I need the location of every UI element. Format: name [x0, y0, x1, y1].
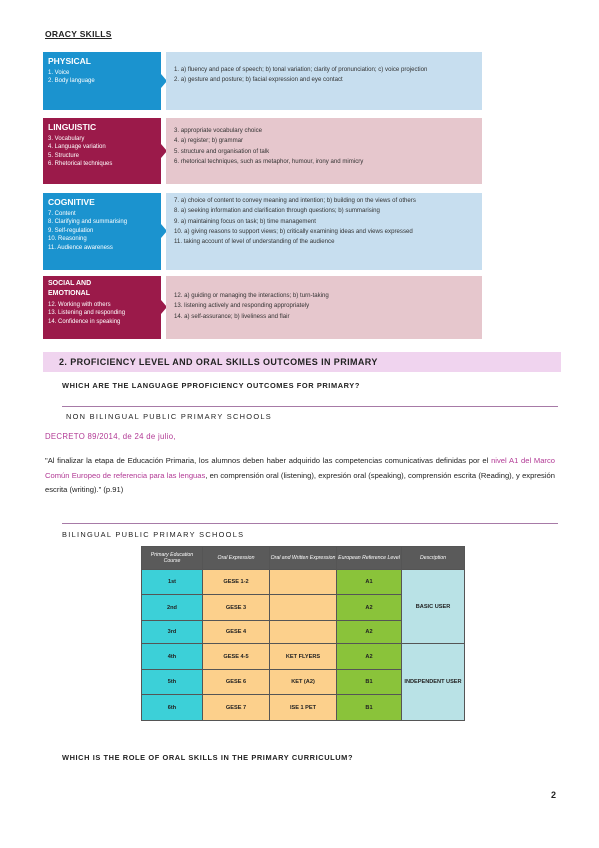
panel-item: 14. a) self-assurance; b) liveliness and flair: [174, 312, 290, 320]
written-cell: KET (A2): [270, 670, 337, 695]
panel-item: 5. structure and organisation of talk: [174, 147, 270, 155]
quote-highlight: nivel A1 del Marco Común Europeo de referencia para las lenguas: [45, 456, 555, 480]
oral-cell: GESE 6: [203, 670, 270, 695]
level-cell: A2: [337, 621, 402, 644]
panel-item: 7. a) choice of content to convey meaning and intention; b) building on the views of others: [174, 197, 416, 204]
divider: [62, 406, 558, 407]
written-cell: [270, 570, 337, 595]
oral-cell: GESE 7: [203, 695, 270, 721]
category-cognitive: [43, 193, 161, 270]
subheading-bilingual: BILINGUAL PUBLIC PRIMARY SCHOOLS: [62, 530, 245, 539]
oral-cell: GESE 4: [203, 621, 270, 644]
category-item: 4. Language variation: [48, 144, 106, 151]
header-cell: Primary Education Course: [142, 547, 203, 570]
panel-physical: [166, 52, 482, 110]
panel-item: 12. a) guiding or managing the interactions; b) turn-taking: [174, 292, 329, 299]
header-cell: Oral and Written Expression: [270, 547, 337, 570]
panel-item: 10. a) giving reasons to support views; b) critically examining ideas and views expressed: [174, 227, 413, 235]
category-physical: [43, 52, 161, 110]
panel-item: 2. a) gesture and posture; b) facial expression and eye contact: [174, 76, 343, 84]
header-cell: Description: [402, 547, 465, 570]
category-item: 7. Content: [48, 211, 76, 217]
category-item: 3. Vocabulary: [48, 136, 85, 142]
oracy-skills-heading: ORACY SKILLS: [45, 29, 112, 39]
category-item: 11. Audience awareness: [48, 244, 113, 251]
description-cell: BASIC USER: [402, 570, 465, 644]
category-item: 1. Voice: [48, 70, 70, 76]
quote-text: "Al finalizar la etapa de Educación Primaria, los alumnos deben haber adquirido las competencias comunicativas definidas por el: [45, 456, 492, 465]
question-oral-skills-role: WHICH IS THE ROLE OF ORAL SKILLS IN THE PRIMARY CURRICULUM?: [62, 753, 354, 762]
panel-item: 6. rhetorical techniques, such as metaphor, humour, irony and mimicry: [174, 157, 364, 165]
table-header-row: [142, 547, 465, 570]
oral-cell: GESE 1-2: [203, 570, 270, 595]
category-title: EMOTIONAL: [48, 289, 90, 297]
written-cell: [270, 621, 337, 644]
panel-item: 3. appropriate vocabulary choice: [174, 127, 263, 134]
category-item: 10. Reasoning: [48, 236, 87, 243]
divider: [62, 523, 558, 524]
course-cell: 4th: [142, 644, 203, 670]
category-social-emotional: [43, 276, 161, 339]
level-cell: B1: [337, 695, 402, 721]
panel-item: 8. a) seeking information and clarification through questions; b) summarising: [174, 207, 380, 215]
oral-cell: GESE 3: [203, 595, 270, 621]
written-cell: KET FLYERS: [270, 644, 337, 670]
category-item: 14. Confidence in speaking: [48, 318, 121, 325]
category-item: 5. Structure: [48, 152, 80, 159]
category-title: PHYSICAL: [48, 56, 91, 66]
category-item: 9. Self-regulation: [48, 227, 94, 234]
panel-item: 1. a) fluency and pace of speech; b) tonal variation; clarity of pronunciation; c) voice projection: [174, 66, 428, 73]
level-cell: A2: [337, 644, 402, 670]
course-cell: 3rd: [142, 621, 203, 644]
page-number: 2: [550, 790, 556, 800]
header-cell: Oral Expression: [203, 547, 270, 570]
category-item: 6. Rhetorical techniques: [48, 161, 113, 168]
panel-social-emotional: [166, 276, 482, 339]
level-cell: A2: [337, 595, 402, 621]
section-2-heading: 2. PROFICIENCY LEVEL AND ORAL SKILLS OUTCOMES IN PRIMARY: [43, 352, 561, 372]
category-item: 12. Working with others: [48, 302, 111, 308]
course-cell: 1st: [142, 570, 203, 595]
course-cell: 5th: [142, 670, 203, 695]
level-cell: A1: [337, 570, 402, 595]
oral-cell: GESE 4-5: [203, 644, 270, 670]
panel-item: 11. taking account of level of understanding of the audience: [174, 238, 335, 246]
category-linguistic: [43, 118, 161, 184]
panel-item: 4. a) register; b) grammar: [174, 137, 244, 145]
table-row: [142, 644, 465, 670]
decree-quote: [45, 454, 555, 498]
panel-item: 13. listening actively and responding appropriately: [174, 302, 310, 310]
panel-cognitive: [166, 193, 482, 270]
level-cell: B1: [337, 670, 402, 695]
category-title: COGNITIVE: [48, 197, 95, 207]
header-cell: European Reference Level: [337, 547, 402, 570]
panel-linguistic: [166, 118, 482, 184]
category-title: SOCIAL AND: [48, 280, 92, 287]
subheading-non-bilingual: NON BILINGUAL PUBLIC PRIMARY SCHOOLS: [66, 412, 273, 421]
course-cell: 2nd: [142, 595, 203, 621]
category-item: 8. Clarifying and summarising: [48, 219, 128, 226]
description-cell: INDEPENDENT USER: [402, 644, 465, 721]
decree-reference: DECRETO 89/2014, de 24 de julio,: [45, 432, 176, 441]
written-cell: [270, 595, 337, 621]
category-title: LINGUISTIC: [48, 122, 97, 132]
quote-text: , en comprensión oral (listening), expresión oral (speaking), comprensión escrita (Reading), y expresión escrita (writing)." (p.91): [45, 470, 555, 494]
bilingual-levels-table: [141, 546, 465, 721]
written-cell: ISE 1 PET: [270, 695, 337, 721]
category-item: 2. Body language: [48, 78, 95, 85]
panel-item: 9. a) maintaining focus on task; b) time management: [174, 217, 316, 225]
category-item: 13. Listening and responding: [48, 310, 126, 317]
question-proficiency: WHICH ARE THE LANGUAGE PPROFICIENCY OUTCOMES FOR PRIMARY?: [62, 381, 360, 390]
table-row: [142, 570, 465, 595]
course-cell: 6th: [142, 695, 203, 721]
